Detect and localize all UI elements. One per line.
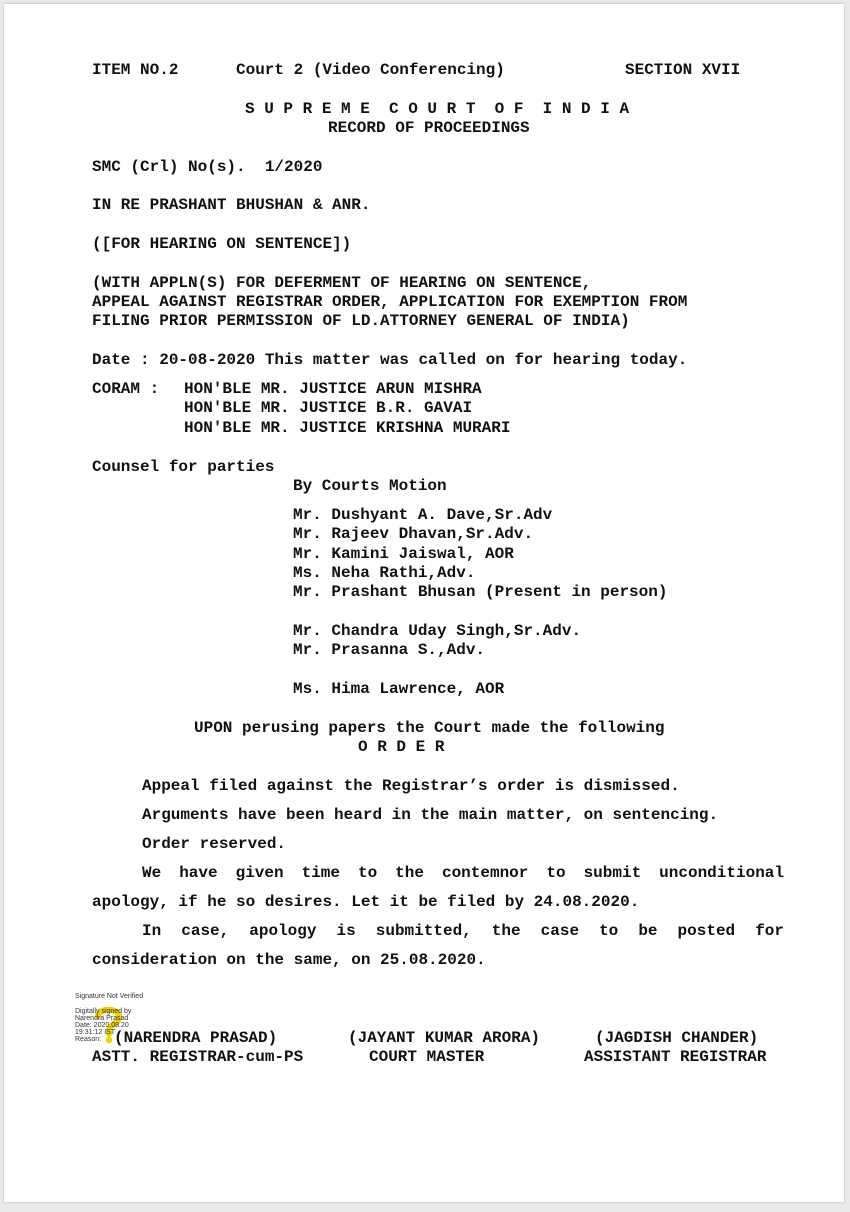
counsel-item: Ms. Neha Rathi,Adv. xyxy=(293,564,476,582)
counsel-item: Mr. Prasanna S.,Adv. xyxy=(293,641,486,659)
signatory-designation: COURT MASTER xyxy=(369,1048,485,1066)
signature-stamp-line: Signature Not Verified xyxy=(75,993,144,1000)
signature-stamp-line: Date: 2020.08.20 xyxy=(75,1022,129,1029)
coram-judge: HON'BLE MR. JUSTICE B.R. GAVAI xyxy=(184,399,473,417)
counsel-item: Mr. Kamini Jaiswal, AOR xyxy=(293,545,514,563)
signatory-designation: ASSISTANT REGISTRAR xyxy=(584,1048,767,1066)
coram-judge: HON'BLE MR. JUSTICE KRISHNA MURARI xyxy=(184,419,511,437)
order-line: Order reserved. xyxy=(142,835,287,853)
application-line-3: FILING PRIOR PERMISSION OF LD.ATTORNEY GENERAL OF INDIA) xyxy=(92,312,630,330)
hearing-type: ([FOR HEARING ON SENTENCE]) xyxy=(92,235,352,253)
counsel-item: Mr. Dushyant A. Dave,Sr.Adv xyxy=(293,506,553,524)
counsel-item: Ms. Hima Lawrence, AOR xyxy=(293,680,505,698)
counsel-label: Counsel for parties xyxy=(92,458,275,476)
order-paragraph: In case, apology is submitted, the case to be posted for consideration on the same, on 25.08.2020. xyxy=(92,922,784,969)
coram-label: CORAM : xyxy=(92,380,160,398)
court-name-line: Court 2 (Video Conferencing) xyxy=(236,61,505,79)
case-number: SMC (Crl) No(s). 1/2020 xyxy=(92,158,323,176)
item-number: ITEM NO.2 xyxy=(92,61,179,79)
coram-judge: HON'BLE MR. JUSTICE ARUN MISHRA xyxy=(184,380,482,398)
counsel-item: Mr. Prashant Bhusan (Present in person) xyxy=(293,583,668,601)
application-line-2: APPEAL AGAINST REGISTRAR ORDER, APPLICATION FOR EXEMPTION FROM xyxy=(92,293,688,311)
date-line: Date : 20-08-2020 This matter was called on for hearing today. xyxy=(92,351,688,369)
signatory-designation: ASTT. REGISTRAR-cum-PS xyxy=(92,1048,304,1066)
signature-stamp-line: Narendra Prasad xyxy=(75,1015,129,1022)
courts-motion: By Courts Motion xyxy=(293,477,447,495)
signature-stamp-line: 19:31:12 IST xyxy=(75,1029,116,1036)
supreme-court-title: S U P R E M E C O U R T O F I N D I A xyxy=(245,100,630,118)
order-line: Appeal filed against the Registrar’s order is dismissed. xyxy=(142,777,680,795)
counsel-item: Mr. Rajeev Dhavan,Sr.Adv. xyxy=(293,525,534,543)
section-label: SECTION XVII xyxy=(625,61,741,79)
order-heading: O R D E R xyxy=(358,738,445,756)
signature-stamp-line: Digitally signed by xyxy=(75,1008,132,1015)
order-paragraph: We have given time to the contemnor to submit unconditional apology, if he so desires. Let it be filed by 24.08.2020. xyxy=(92,864,784,911)
application-line-1: (WITH APPLN(S) FOR DEFERMENT OF HEARING ON SENTENCE, xyxy=(92,274,592,292)
document-page xyxy=(4,4,844,1202)
record-title: RECORD OF PROCEEDINGS xyxy=(328,119,530,137)
signatory-name: (NARENDRA PRASAD) xyxy=(114,1029,278,1047)
case-title: IN RE PRASHANT BHUSHAN & ANR. xyxy=(92,196,371,214)
signatory-name: (JAYANT KUMAR ARORA) xyxy=(348,1029,541,1047)
order-line: Arguments have been heard in the main matter, on sentencing. xyxy=(142,806,719,824)
signature-stamp-line: Reason: xyxy=(75,1036,102,1043)
order-intro: UPON perusing papers the Court made the following xyxy=(194,719,665,737)
signatory-name: (JAGDISH CHANDER) xyxy=(595,1029,759,1047)
counsel-item: Mr. Chandra Uday Singh,Sr.Adv. xyxy=(293,622,582,640)
